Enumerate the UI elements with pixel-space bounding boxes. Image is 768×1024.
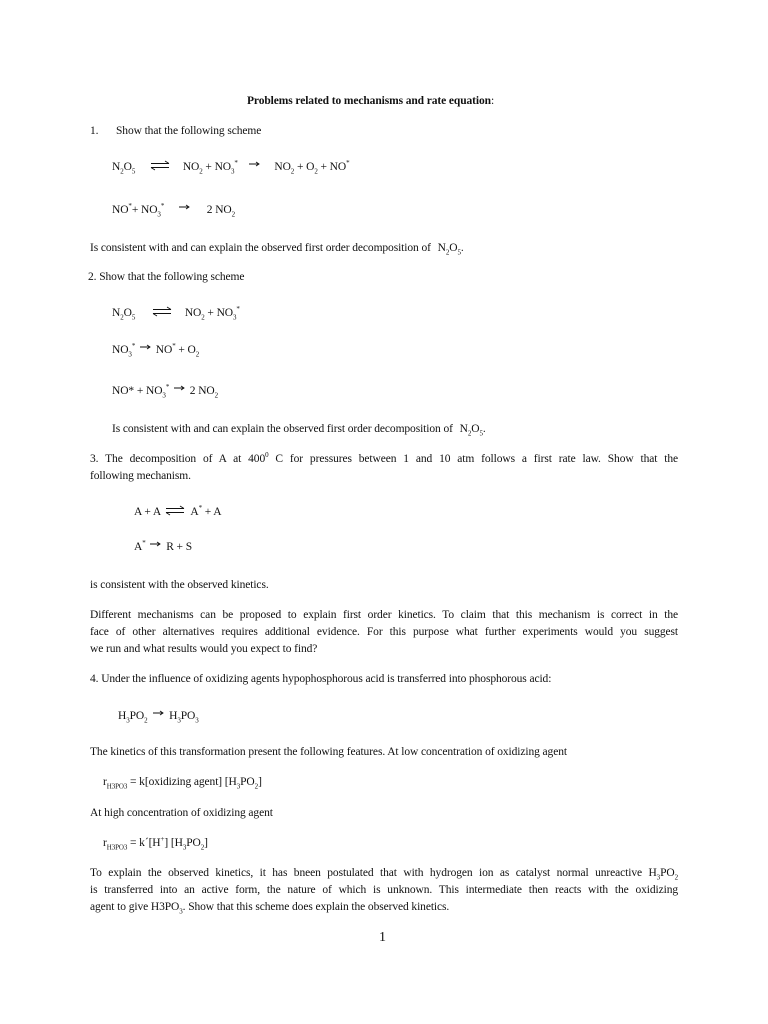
problem-4-high: At high concentration of oxidizing agent (90, 807, 273, 819)
reaction-arrow-icon (140, 344, 151, 352)
reaction-arrow-icon (153, 710, 164, 718)
page-number: 1 (379, 930, 386, 945)
equilibrium-arrow-icon (152, 306, 172, 317)
reaction-arrow-icon (179, 204, 190, 212)
problem-3-line-2: following mechanism. (90, 470, 191, 482)
problem-1-text: Show that the following scheme (116, 125, 262, 137)
page-title: Problems related to mechanisms and rate equation: (247, 95, 495, 107)
rate-equation-high: $r_{H3PO3}$ = k´[H+] $[H_3PO_2]$ (103, 835, 208, 852)
problem-3-paragraph-line-1: Different mechanisms can be proposed to explain first order kinetics. To claim that this mechanism is correct in the (90, 609, 678, 621)
problem-2-heading: 2. Show that the following scheme (88, 271, 245, 283)
problem-2-step-3: $NO* + NO_3^*$ 2 $NO_2$ (112, 383, 219, 400)
problem-3-step-1: A + A A* + A (134, 504, 222, 518)
problem-3-step-2: A* R + S (134, 539, 192, 553)
equilibrium-arrow-icon (150, 160, 170, 171)
problem-1-step-1: $N_2O_5$ $NO_2 + NO_3^*$ $NO_2 + O_2 + NO^*$ (112, 159, 350, 176)
reaction-arrow-icon (249, 161, 260, 169)
problem-2-step-2: $NO_3^*$ $NO^* + O_2$ (112, 342, 200, 359)
problem-4-paragraph-line-2: is transferred into an active form, the nature of which is unknown. This intermediate then reacts with the oxidizing (90, 884, 678, 896)
problem-2-conclusion: Is consistent with and can explain the observed first order decomposition of $N_2O_5$. (112, 423, 486, 438)
problem-3-conclusion: is consistent with the observed kinetics. (90, 579, 269, 591)
problem-4-paragraph-line-3: agent to give $H3PO_3$. Show that this scheme does explain the observed kinetics. (90, 901, 450, 916)
reaction-arrow-icon (150, 541, 161, 549)
rate-equation-low: $r_{H3PO3}$ = k[oxidizing agent] $[H_3PO_2]$ (103, 776, 262, 791)
problem-1-heading (90, 124, 261, 138)
problem-4-paragraph-line-1: To explain the observed kinetics, it has bneen postulated that with hydrogen ion as catalyst normal unreactive $H_3PO_2$ (90, 867, 678, 882)
problem-1-conclusion: Is consistent with and can explain the observed first order decomposition of $N_2O_5$. (90, 242, 464, 257)
problem-3-paragraph-line-2: face of other alternatives requires additional evidence. For this purpose what further experiments would you suggest (90, 626, 678, 638)
equilibrium-arrow-icon (165, 505, 185, 516)
problem-1-step-2: $NO^*+ NO_3^*$ 2 $NO_2$ (112, 202, 236, 219)
problem-4-kinetics: The kinetics of this transformation present the following features. At low concentration of oxidizing agent (90, 746, 567, 758)
problem-3-line-1: 3. The decomposition of A at $400^0$ C for pressures between 1 and 10 atm follows a first rate law. Show that the (90, 451, 678, 465)
problem-4-reaction: $H_3PO_2$ $H_3PO_3$ (118, 710, 199, 725)
problem-2-step-1: $N_2O_5$ $NO_2 + NO_3^*$ (112, 305, 240, 322)
problem-4-intro: 4. Under the influence of oxidizing agents hypophosphorous acid is transferred into phosphorous acid: (90, 673, 552, 685)
reaction-arrow-icon (174, 385, 185, 393)
problem-1-number: 1. (90, 125, 99, 137)
problem-3-paragraph-line-3: we run and what results would you expect to find? (90, 643, 318, 655)
